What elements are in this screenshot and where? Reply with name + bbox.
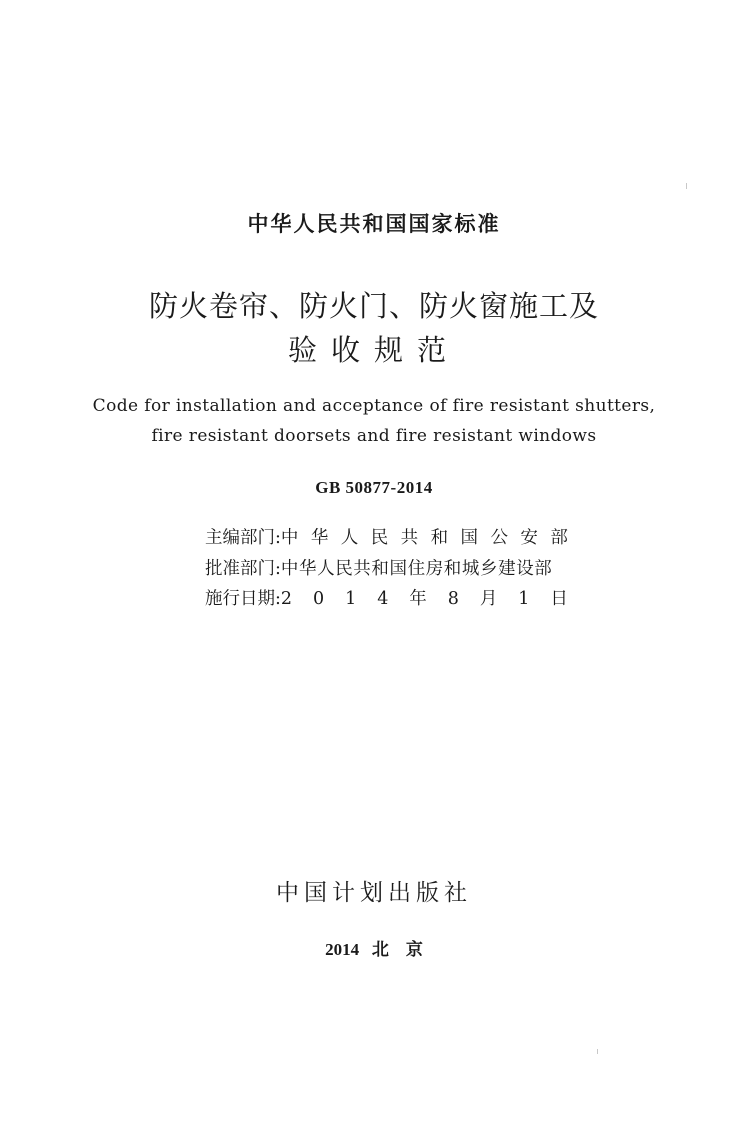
standard-series-title: 中华人民共和国国家标准 xyxy=(247,212,501,236)
date-char: 2 xyxy=(280,589,293,609)
imprint-city: 北 京 xyxy=(371,940,423,959)
editor-char: 民 xyxy=(370,528,389,548)
editor-char: 国 xyxy=(460,528,479,548)
editor-char: 人 xyxy=(340,528,359,548)
date-char: 4 xyxy=(377,589,389,609)
editor-char: 和 xyxy=(430,528,449,548)
editor-char: 部 xyxy=(550,528,568,548)
approver-row xyxy=(205,558,552,580)
editor-char: 华 xyxy=(310,528,329,548)
effective-date-row xyxy=(205,588,568,610)
effective-date-label: 施行日期: xyxy=(205,589,281,609)
title-en-line1: Code for installation and acceptance of fire resistant shutters, xyxy=(92,396,656,416)
date-char: 0 xyxy=(313,589,325,609)
date-char: 8 xyxy=(447,589,459,609)
editor-char: 中 xyxy=(280,528,299,548)
standard-code: GB 50877-2014 xyxy=(315,478,433,497)
editor-value xyxy=(281,527,568,549)
title-cn-line2: 验收规范 xyxy=(287,333,460,367)
publisher-name: 中国计划出版社 xyxy=(276,880,472,906)
approver-value: 中华人民共和国住房和城乡建设部 xyxy=(280,559,553,579)
date-char: 1 xyxy=(345,589,357,609)
scan-speck xyxy=(686,183,687,189)
title-en-line2: fire resistant doorsets and fire resistant windows xyxy=(151,426,597,446)
imprint-year: 2014 xyxy=(325,940,360,959)
editor-row xyxy=(205,527,568,549)
title-cn-line1: 防火卷帘、防火门、防火窗施工及 xyxy=(148,289,599,323)
date-char: 日 xyxy=(550,589,568,609)
date-char: 1 xyxy=(518,589,530,609)
approver-label: 批准部门: xyxy=(205,559,281,579)
editor-char: 公 xyxy=(490,528,508,548)
imprint-line xyxy=(0,935,748,960)
scan-speck xyxy=(597,1049,598,1054)
editor-char: 共 xyxy=(400,528,419,548)
imprint-gap xyxy=(359,940,372,959)
date-char: 年 xyxy=(409,589,427,609)
editor-label: 主编部门: xyxy=(205,528,281,548)
editor-char: 安 xyxy=(520,528,538,548)
date-char: 月 xyxy=(479,589,498,609)
effective-date-value xyxy=(281,588,568,610)
